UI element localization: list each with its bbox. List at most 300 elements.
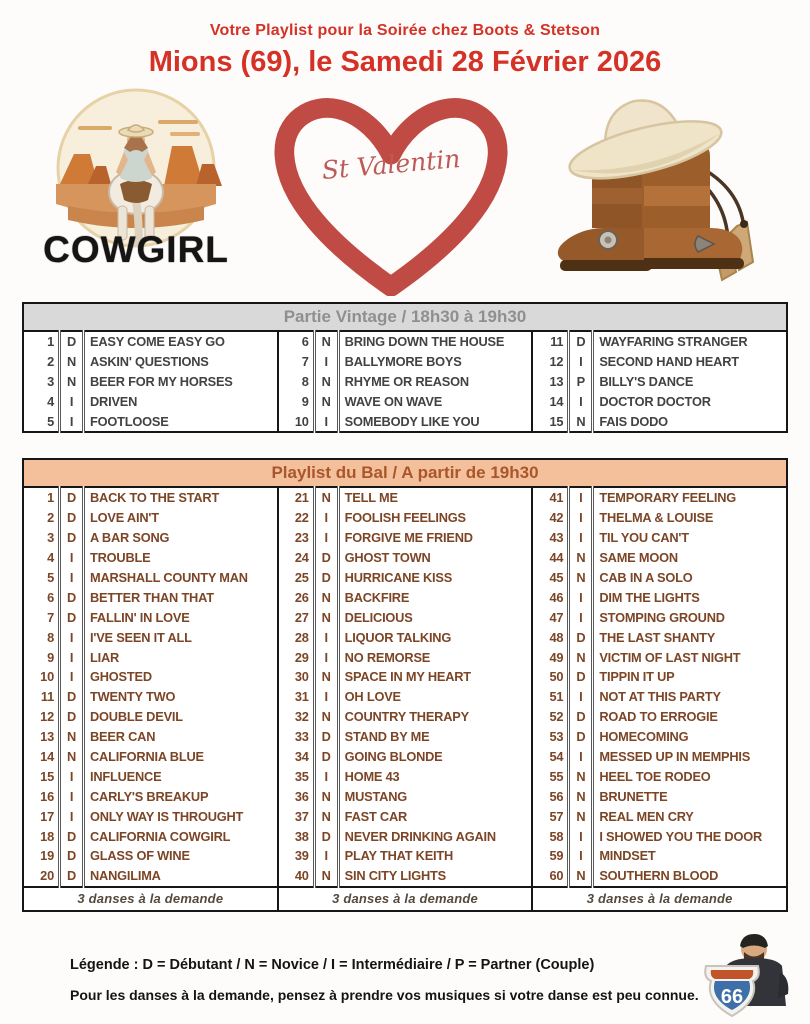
song-number: 56 — [549, 788, 564, 804]
song-number: 40 — [294, 868, 309, 884]
song-row — [532, 568, 787, 588]
song-row — [532, 331, 787, 352]
song-number: 55 — [549, 768, 564, 784]
song-number: 13 — [549, 374, 564, 390]
song-title: FOOTLOOSE — [90, 414, 169, 429]
song-level: D — [314, 727, 338, 747]
song-level: N — [314, 587, 338, 607]
song-number: 22 — [294, 510, 309, 526]
song-level: D — [569, 727, 593, 747]
song-number: 14 — [549, 394, 564, 410]
song-level: I — [60, 548, 84, 568]
bal-columns — [22, 486, 788, 912]
song-title: NO REMORSE — [344, 649, 431, 665]
song-row — [532, 806, 787, 826]
song-row — [23, 866, 278, 887]
song-number: 13 — [40, 729, 54, 745]
song-level: D — [569, 707, 593, 727]
song-number: 2 — [47, 354, 54, 370]
song-row — [532, 766, 787, 786]
song-number: 50 — [549, 669, 564, 685]
song-level: D — [60, 826, 84, 846]
song-level: I — [569, 846, 593, 866]
song-number: 11 — [40, 689, 54, 705]
song-title: I'VE SEEN IT ALL — [90, 629, 192, 645]
song-level: I — [314, 412, 338, 433]
song-row — [278, 587, 533, 607]
song-title: DRIVEN — [90, 394, 138, 410]
song-title: I SHOWED YOU THE DOOR — [599, 828, 762, 844]
song-number: 10 — [294, 414, 309, 429]
song-number: 28 — [294, 629, 309, 645]
song-number: 21 — [294, 490, 309, 506]
song-title: FAST CAR — [344, 808, 408, 824]
song-number: 6 — [47, 589, 54, 605]
song-level: N — [569, 548, 593, 568]
song-row — [23, 846, 278, 866]
song-level: N — [314, 372, 338, 392]
song-number: 8 — [301, 374, 309, 390]
song-title: STOMPING GROUND — [599, 609, 725, 625]
song-number: 46 — [549, 589, 564, 605]
song-level: D — [314, 826, 338, 846]
song-title: BRING DOWN THE HOUSE — [344, 334, 505, 350]
song-level: I — [314, 687, 338, 707]
song-level: N — [314, 667, 338, 687]
song-row — [278, 568, 533, 588]
song-title: SIN CITY LIGHTS — [344, 868, 446, 884]
song-number: 52 — [549, 709, 564, 725]
song-title: SPACE IN MY HEART — [344, 669, 471, 685]
legend-note: Pour les danses à la demande, pensez à prendre vos musiques si votre danse est peu connue. — [70, 987, 699, 1003]
song-number: 38 — [294, 828, 309, 844]
song-level: I — [569, 826, 593, 846]
song-level: I — [60, 806, 84, 826]
song-title: COUNTRY THERAPY — [344, 709, 469, 725]
song-row — [278, 372, 533, 392]
song-row — [532, 412, 787, 433]
song-row — [23, 667, 278, 687]
song-number: 29 — [294, 649, 309, 665]
boots-hat-figure — [548, 88, 772, 294]
song-title: OH LOVE — [344, 689, 401, 705]
song-level: I — [60, 392, 84, 412]
song-row — [23, 766, 278, 786]
song-row — [532, 607, 787, 627]
song-level: D — [60, 687, 84, 707]
song-title: ROAD TO ERROGIE — [599, 709, 718, 725]
song-title: DOCTOR DOCTOR — [599, 394, 711, 410]
song-number: 5 — [47, 570, 54, 585]
song-number: 23 — [294, 530, 309, 546]
song-level: D — [314, 747, 338, 767]
song-level: D — [60, 866, 84, 887]
song-number: 16 — [40, 788, 54, 804]
song-number: 59 — [549, 848, 564, 864]
song-number: 11 — [550, 334, 564, 350]
song-level: I — [314, 352, 338, 372]
song-title: SOMEBODY LIKE YOU — [344, 414, 480, 429]
song-title: HOMECOMING — [599, 729, 689, 745]
song-number: 26 — [294, 589, 309, 605]
route66-logo — [692, 928, 800, 1020]
song-level: I — [314, 647, 338, 667]
song-number: 47 — [549, 609, 564, 625]
bal-col-2 — [277, 486, 534, 912]
song-number: 4 — [47, 394, 54, 410]
song-level: I — [60, 786, 84, 806]
song-row — [532, 627, 787, 647]
song-level: N — [569, 766, 593, 786]
on-request-note: 3 danses à la demande — [532, 887, 787, 911]
song-title: BACK TO THE START — [90, 490, 220, 506]
song-row — [532, 687, 787, 707]
song-number: 58 — [549, 828, 564, 844]
song-row — [278, 806, 533, 826]
valentine-heart-figure — [272, 92, 510, 296]
song-number: 42 — [549, 510, 564, 526]
song-title: BILLY'S DANCE — [599, 374, 694, 390]
song-title: WAYFARING STRANGER — [599, 334, 748, 350]
song-number: 7 — [47, 609, 54, 625]
song-level: I — [314, 766, 338, 786]
song-title: GHOST TOWN — [344, 550, 431, 566]
vintage-col-3 — [531, 330, 788, 433]
song-row — [23, 548, 278, 568]
song-number: 41 — [549, 490, 564, 506]
song-row — [278, 487, 533, 508]
flyer-subtitle: Votre Playlist pour la Soirée chez Boots & Stetson — [209, 22, 601, 39]
song-row — [278, 667, 533, 687]
song-row — [278, 866, 533, 887]
song-title: MARSHALL COUNTY MAN — [90, 570, 248, 585]
song-title: BACKFIRE — [344, 589, 410, 605]
song-level: N — [569, 412, 593, 433]
song-row — [23, 727, 278, 747]
song-number: 37 — [294, 808, 309, 824]
song-row — [278, 528, 533, 548]
song-title: LIAR — [90, 649, 120, 665]
song-number: 3 — [47, 374, 54, 390]
song-title: THELMA & LOUISE — [599, 510, 714, 526]
song-title: LIQUOR TALKING — [344, 629, 452, 645]
song-row — [278, 412, 533, 433]
song-title: DELICIOUS — [344, 609, 413, 625]
song-title: BETTER THAN THAT — [90, 589, 214, 605]
song-row — [532, 707, 787, 727]
song-level: N — [60, 747, 84, 767]
song-level: I — [569, 352, 593, 372]
heart-outline-icon — [272, 92, 510, 296]
song-title: FALLIN' IN LOVE — [90, 609, 190, 625]
boots-hat-illustration-icon — [548, 88, 772, 294]
route66-mascot-icon — [692, 928, 800, 1020]
song-number: 39 — [294, 848, 309, 864]
song-level: I — [60, 647, 84, 667]
figure-strip — [38, 88, 772, 298]
song-title: TIPPIN IT UP — [599, 669, 675, 685]
song-title: STAND BY ME — [344, 729, 430, 745]
song-level: D — [569, 627, 593, 647]
song-title: NANGILIMA — [90, 868, 161, 884]
song-level: I — [314, 508, 338, 528]
song-row — [23, 568, 278, 588]
song-level: D — [60, 487, 84, 508]
song-title: BEER CAN — [90, 729, 156, 745]
song-row — [23, 747, 278, 767]
on-request-note: 3 danses à la demande — [23, 887, 278, 911]
song-row — [278, 607, 533, 627]
song-number: 43 — [549, 530, 564, 546]
song-level: D — [314, 548, 338, 568]
song-title: FAIS DODO — [599, 414, 668, 429]
song-level: I — [569, 487, 593, 508]
song-title: MINDSET — [599, 848, 656, 864]
song-level: N — [314, 607, 338, 627]
song-row — [532, 747, 787, 767]
song-title: DIM THE LIGHTS — [599, 589, 700, 605]
song-level: N — [314, 331, 338, 352]
song-title: REAL MEN CRY — [599, 808, 694, 824]
song-level: I — [569, 607, 593, 627]
song-title: BRUNETTE — [599, 788, 668, 804]
on-request-note: 3 danses à la demande — [278, 887, 533, 911]
on-request-row — [278, 887, 533, 911]
song-row — [532, 392, 787, 412]
song-number: 53 — [549, 729, 564, 745]
song-number: 45 — [549, 570, 564, 585]
song-title: TROUBLE — [90, 550, 151, 566]
route66-number: 66 — [720, 986, 744, 1008]
song-level: D — [60, 707, 84, 727]
song-row — [532, 866, 787, 887]
song-level: N — [569, 866, 593, 887]
song-level: I — [569, 392, 593, 412]
song-title: INFLUENCE — [90, 768, 162, 784]
song-level: I — [569, 587, 593, 607]
song-title: MESSED UP IN MEMPHIS — [599, 749, 751, 765]
song-title: GOING BLONDE — [344, 749, 443, 765]
song-row — [278, 747, 533, 767]
song-title: FORGIVE ME FRIEND — [344, 530, 473, 546]
song-title: PLAY THAT KEITH — [344, 848, 454, 864]
song-title: ASKIN' QUESTIONS — [90, 354, 209, 370]
song-level: N — [60, 372, 84, 392]
song-level: D — [60, 846, 84, 866]
song-row — [278, 508, 533, 528]
song-number: 36 — [294, 788, 309, 804]
cowgirl-illustration-icon — [38, 88, 234, 252]
song-title: HEEL TOE RODEO — [599, 768, 711, 784]
song-level: N — [314, 392, 338, 412]
cowgirl-figure — [38, 88, 234, 270]
song-title: NOT AT THIS PARTY — [599, 689, 721, 705]
song-level: D — [60, 607, 84, 627]
song-number: 4 — [47, 550, 54, 566]
song-title: MUSTANG — [344, 788, 408, 804]
song-title: NEVER DRINKING AGAIN — [344, 828, 496, 844]
song-number: 49 — [549, 649, 564, 665]
song-level: I — [569, 528, 593, 548]
song-row — [278, 786, 533, 806]
song-row — [532, 727, 787, 747]
song-title: THE LAST SHANTY — [599, 629, 716, 645]
song-number: 17 — [40, 808, 54, 824]
song-title: CAB IN A SOLO — [599, 570, 693, 585]
bal-col-3 — [531, 486, 788, 912]
song-row — [278, 647, 533, 667]
song-title: TIL YOU CAN'T — [599, 530, 689, 546]
song-number: 48 — [549, 629, 564, 645]
song-number: 12 — [40, 709, 54, 725]
song-row — [23, 508, 278, 528]
song-level: N — [314, 707, 338, 727]
song-number: 34 — [294, 749, 309, 765]
song-row — [532, 352, 787, 372]
song-row — [278, 392, 533, 412]
song-row — [23, 528, 278, 548]
on-request-row — [23, 887, 278, 911]
song-number: 12 — [549, 354, 564, 370]
song-title: HURRICANE KISS — [344, 570, 453, 585]
song-row — [23, 372, 278, 392]
song-level: D — [60, 528, 84, 548]
song-row — [23, 687, 278, 707]
song-level: N — [569, 806, 593, 826]
song-row — [278, 846, 533, 866]
heart-label: St Valentin — [320, 144, 462, 185]
flyer-title: Mions (69), le Samedi 28 Février 2026 — [148, 46, 662, 78]
song-row — [278, 331, 533, 352]
song-level: I — [569, 747, 593, 767]
song-row — [23, 587, 278, 607]
song-level: N — [314, 806, 338, 826]
song-number: 30 — [294, 669, 309, 685]
song-number: 2 — [47, 510, 54, 526]
song-row — [532, 647, 787, 667]
song-title: GHOSTED — [90, 669, 152, 685]
song-row — [532, 372, 787, 392]
song-row — [23, 627, 278, 647]
song-level: N — [314, 866, 338, 887]
song-row — [532, 846, 787, 866]
song-row — [23, 826, 278, 846]
song-row — [532, 548, 787, 568]
song-row — [278, 352, 533, 372]
vintage-col-2 — [277, 330, 534, 433]
song-row — [23, 412, 278, 433]
song-title: CALIFORNIA COWGIRL — [90, 828, 231, 844]
song-level: I — [60, 412, 84, 433]
song-row — [278, 548, 533, 568]
song-row — [532, 826, 787, 846]
song-title: SOUTHERN BLOOD — [599, 868, 719, 884]
song-row — [532, 528, 787, 548]
song-row — [23, 352, 278, 372]
cowgirl-caption: COWGIRL — [43, 229, 229, 270]
song-number: 15 — [40, 768, 54, 784]
song-title: GLASS OF WINE — [90, 848, 190, 864]
song-level: D — [60, 508, 84, 528]
song-title: LOVE AIN'T — [90, 510, 159, 526]
song-row — [532, 487, 787, 508]
song-number: 7 — [301, 354, 309, 370]
on-request-row — [532, 887, 787, 911]
song-number: 3 — [47, 530, 54, 546]
song-title: CARLY'S BREAKUP — [90, 788, 209, 804]
song-row — [23, 392, 278, 412]
song-level: I — [60, 766, 84, 786]
song-number: 24 — [294, 550, 309, 566]
song-row — [23, 331, 278, 352]
song-row — [278, 766, 533, 786]
song-row — [23, 707, 278, 727]
song-level: N — [569, 647, 593, 667]
song-title: TEMPORARY FEELING — [599, 490, 737, 506]
song-number: 18 — [40, 828, 54, 844]
song-number: 14 — [40, 749, 54, 765]
song-title: WAVE ON WAVE — [344, 394, 443, 410]
song-number: 33 — [294, 729, 309, 745]
song-number: 1 — [47, 490, 54, 506]
song-number: 10 — [40, 669, 54, 685]
vintage-columns — [22, 330, 788, 433]
song-level: N — [569, 786, 593, 806]
song-row — [23, 487, 278, 508]
song-row — [278, 707, 533, 727]
song-row — [23, 786, 278, 806]
song-number: 1 — [47, 334, 54, 350]
song-title: TWENTY TWO — [90, 689, 176, 705]
song-row — [278, 627, 533, 647]
song-row — [278, 687, 533, 707]
song-level: I — [60, 667, 84, 687]
song-number: 25 — [294, 570, 309, 585]
song-level: I — [569, 687, 593, 707]
song-title: VICTIM OF LAST NIGHT — [599, 649, 741, 665]
song-number: 9 — [47, 649, 54, 665]
song-title: A BAR SONG — [90, 530, 170, 546]
song-level: N — [569, 568, 593, 588]
song-number: 44 — [549, 550, 564, 566]
song-number: 9 — [301, 394, 309, 410]
song-title: FOOLISH FEELINGS — [344, 510, 466, 526]
song-title: TELL ME — [344, 490, 398, 506]
song-level: I — [314, 846, 338, 866]
song-number: 51 — [549, 689, 564, 705]
song-level: I — [314, 528, 338, 548]
song-level: D — [60, 331, 84, 352]
bal-col-1 — [22, 486, 279, 912]
song-level: D — [60, 587, 84, 607]
song-row — [532, 667, 787, 687]
song-title: BALLYMORE BOYS — [344, 354, 462, 370]
song-number: 20 — [40, 868, 54, 884]
song-number: 8 — [47, 629, 54, 645]
song-row — [23, 806, 278, 826]
song-title: DOUBLE DEVIL — [90, 709, 183, 725]
vintage-col-1 — [22, 330, 279, 433]
song-title: SAME MOON — [599, 550, 678, 566]
song-level: N — [60, 727, 84, 747]
song-row — [23, 607, 278, 627]
song-level: D — [569, 667, 593, 687]
song-level: I — [569, 508, 593, 528]
song-title: RHYME OR REASON — [344, 374, 469, 390]
song-number: 15 — [549, 414, 564, 429]
song-row — [532, 508, 787, 528]
song-level: D — [314, 568, 338, 588]
